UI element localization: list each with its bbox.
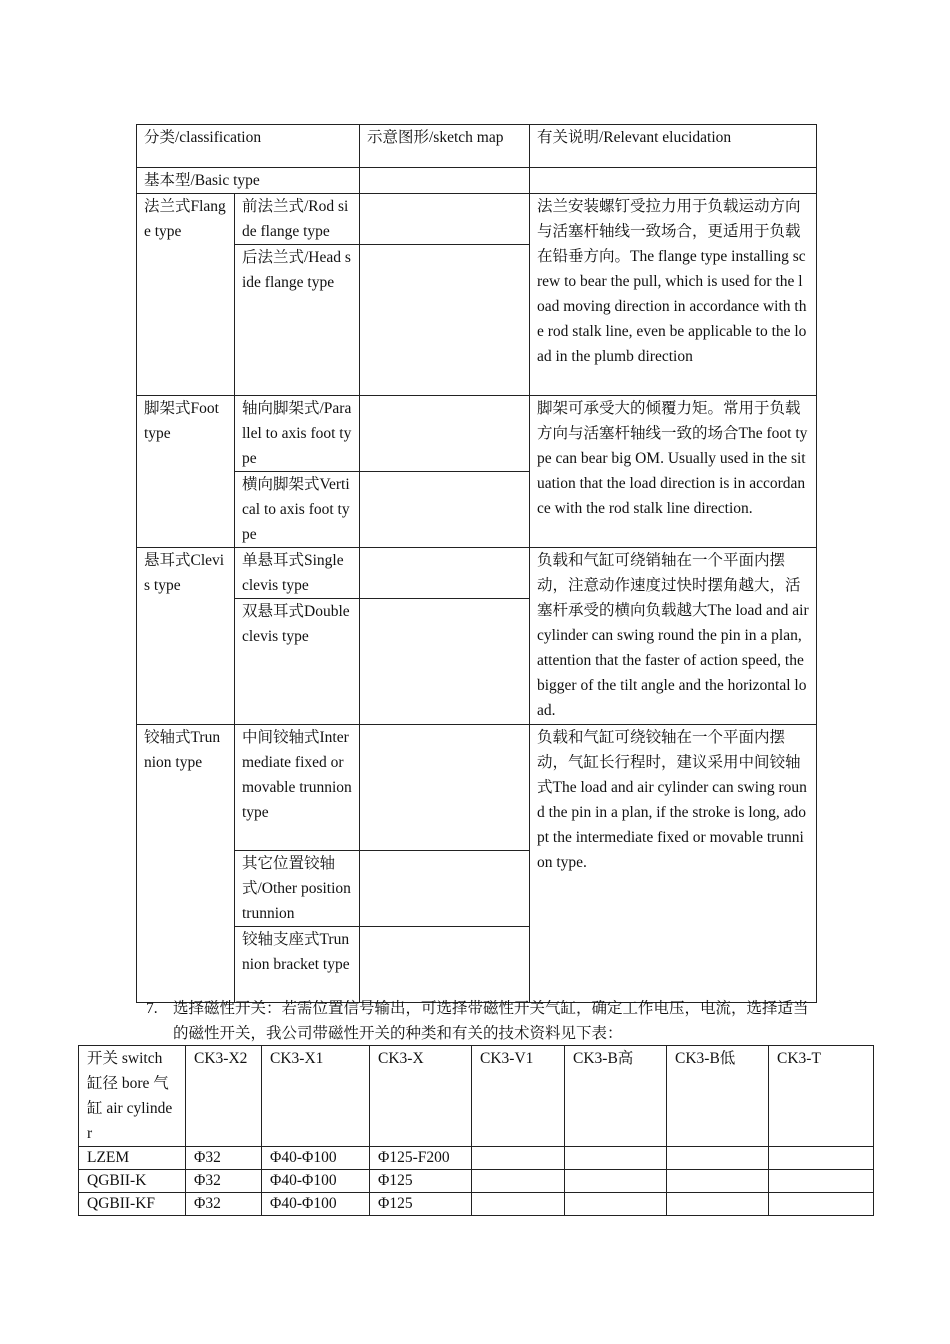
table-cell [565,1147,667,1170]
table-cell: Φ40-Φ100 [262,1193,370,1216]
table-cell: Φ125 [370,1170,472,1193]
table-row [79,1170,874,1193]
category-trunnion: 铰轴式Trunnion type [137,725,235,1003]
table-row [79,1147,874,1170]
table-cell [667,1193,769,1216]
table-cell [472,1170,565,1193]
sketch-cell [360,851,530,927]
subtype-other-position-trunnion: 其它位置铰轴式/Other position trunnion [235,851,360,927]
table-cell [769,1193,874,1216]
category-clevis: 悬耳式Clevis type [137,548,235,725]
paragraph-text: 选择磁性开关：若需位置信号输出，可选择带磁性开关气缸，确定工作电压，电流，选择适当的磁性开关，我公司带磁性开关的种类和有关的技术资料见下表： [173,1000,809,1042]
table-row [79,1193,874,1216]
switch-header: CK3-X1 [262,1046,370,1147]
sketch-cell [360,725,530,851]
switch-header: CK3-B低 [667,1046,769,1147]
switch-header: CK3-T [769,1046,874,1147]
switch-header: CK3-B高 [565,1046,667,1147]
subtype-double-clevis: 双悬耳式Double clevis type [235,599,360,725]
table-cell: Φ125-F200 [370,1147,472,1170]
cylinder-name: QGBII-K [79,1170,186,1193]
sketch-cell [360,548,530,599]
category-foot: 脚架式Foot type [137,396,235,548]
sketch-cell [360,396,530,472]
sketch-cell [360,927,530,1003]
paragraph-number: 7. [146,1000,158,1017]
table-cell: Φ40-Φ100 [262,1170,370,1193]
table-cell [565,1170,667,1193]
table-cell: Φ40-Φ100 [262,1147,370,1170]
table-cell [472,1193,565,1216]
switch-header: CK3-V1 [472,1046,565,1147]
table-cell [769,1147,874,1170]
subtype-rod-side-flange: 前法兰式/Rod side flange type [235,194,360,245]
description-flange: 法兰安装螺钉受拉力用于负载运动方向与活塞杆轴线一致场合，更适用于负载在铅垂方向。The flange type installing screw to bear the pull, which is used for the load moving direction in accordance with the rod stalk line, even be applicable to the load in the plumb direction [530,194,817,396]
switch-header: CK3-X [370,1046,472,1147]
table-cell [769,1170,874,1193]
switch-header: CK3-X2 [186,1046,262,1147]
subtype-intermediate-trunnion: 中间铰轴式Intermediate fixed or movable trunnion type [235,725,360,851]
subtype-vertical-foot: 横向脚架式Vertical to axis foot type [235,472,360,548]
category-flange: 法兰式Flange type [137,194,235,396]
sketch-cell [360,599,530,725]
mounting-type-table [136,124,817,1003]
table-cell: Φ32 [186,1147,262,1170]
table-cell [667,1147,769,1170]
magnetic-switch-table [78,1045,874,1216]
subtype-single-clevis: 单悬耳式Single clevis type [235,548,360,599]
cylinder-name: LZEM [79,1147,186,1170]
table-cell [565,1193,667,1216]
header-classification: 分类/classification [137,125,360,168]
table-cell: Φ32 [186,1193,262,1216]
cylinder-name: QGBII-KF [79,1193,186,1216]
description-trunnion: 负载和气缸可绕铰轴在一个平面内摆动，气缸长行程时，建议采用中间铰轴式The load and air cylinder can swing round the pin in a plan, if the stroke is long, adopt the intermediate fixed or movable trunnion type. [530,725,817,1003]
subtype-parallel-foot: 轴向脚架式/Parallel to axis foot type [235,396,360,472]
sketch-cell [360,472,530,548]
sketch-cell [360,168,530,194]
subtype-head-side-flange: 后法兰式/Head side flange type [235,245,360,396]
header-elucidation: 有关说明/Relevant elucidation [530,125,817,168]
table-cell [472,1147,565,1170]
sketch-cell [360,245,530,396]
subtype-trunnion-bracket: 铰轴支座式Trunnion bracket type [235,927,360,1003]
table-cell: Φ125 [370,1193,472,1216]
table-cell: Φ32 [186,1170,262,1193]
description-foot: 脚架可承受大的倾覆力矩。常用于负载方向与活塞杆轴线一致的场合The foot type can bear big OM. Usually used in the situation that the load direction is in accordance with the rod stalk line direction. [530,396,817,548]
table-cell [667,1170,769,1193]
description-clevis: 负载和气缸可绕销轴在一个平面内摆动，注意动作速度过快时摆角越大，活塞杆承受的横向负载越大The load and air cylinder can swing round the pin in a plan, attention that the faster of action speed, the bigger of the tilt angle and the horizontal load. [530,548,817,725]
description-cell [530,168,817,194]
corner-header: 开关 switch 缸径 bore 气缸 air cylinder [79,1046,186,1147]
header-sketch-map: 示意图形/sketch map [360,125,530,168]
sketch-cell [360,194,530,245]
basic-type-cell: 基本型/Basic type [137,168,360,194]
